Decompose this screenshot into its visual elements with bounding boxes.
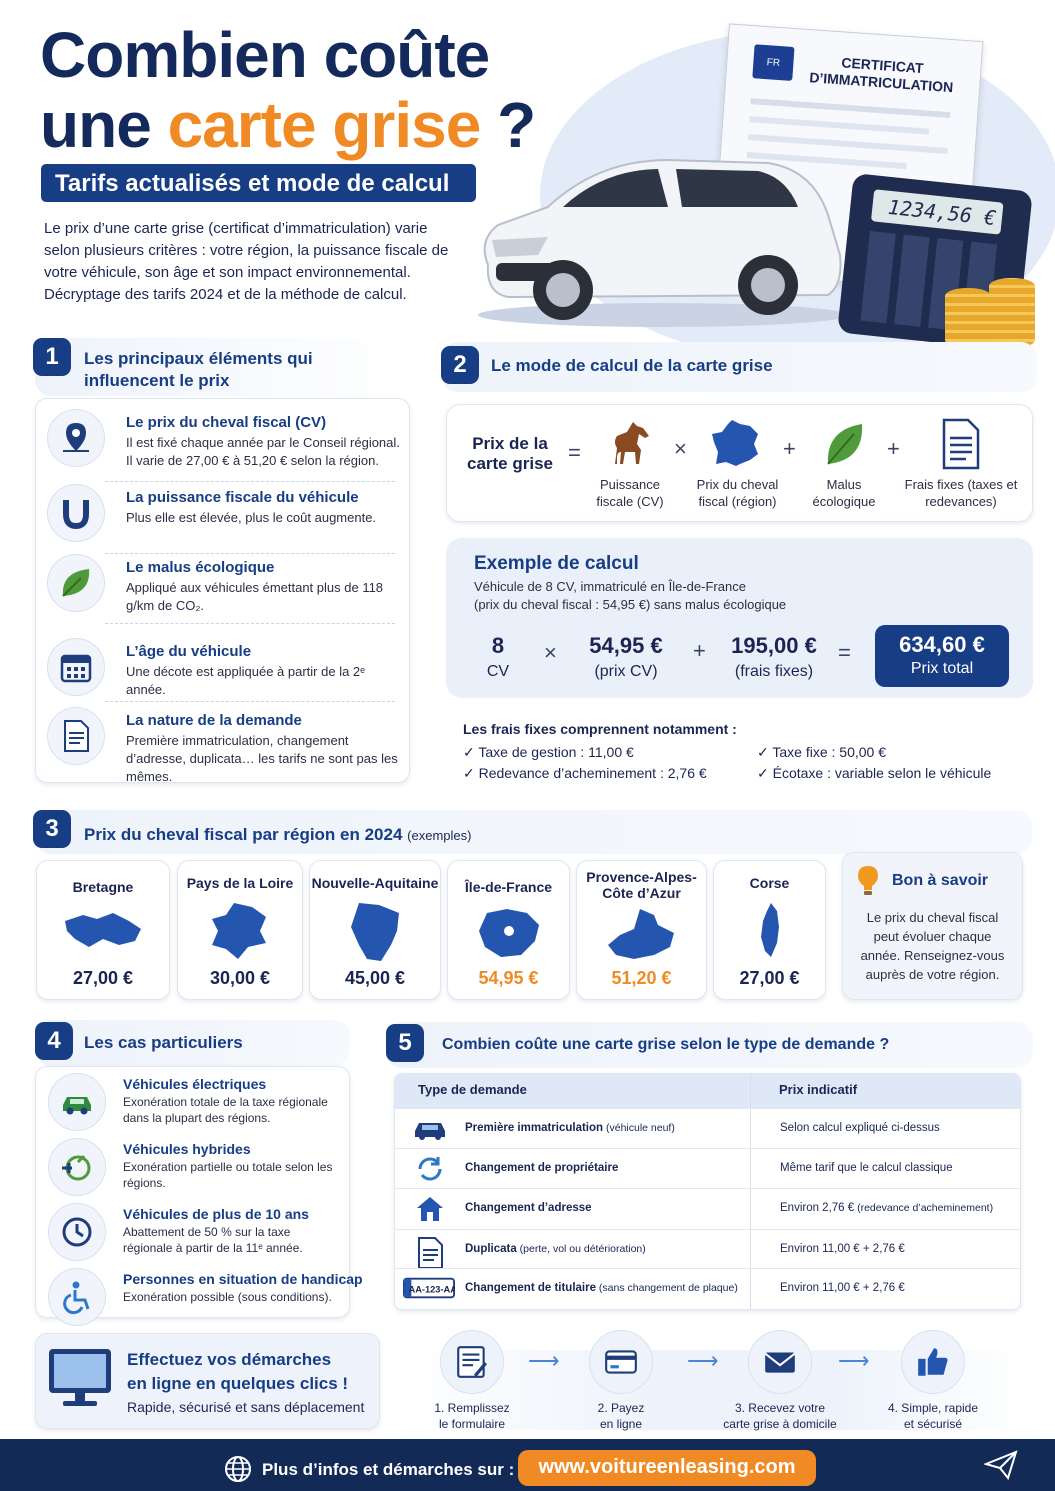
fee-item: ✓ Écotaxe : variable selon le véhicule (757, 765, 992, 781)
plus-sign-2: + (887, 436, 900, 461)
clock-icon (48, 1203, 106, 1261)
example-fixed-fees: 195,00 € (frais fixes) (731, 633, 817, 680)
step-label (848, 1400, 1018, 1432)
request-price (780, 1243, 905, 1255)
divider (105, 623, 395, 624)
horseshoe-icon (47, 484, 105, 542)
document-icon (413, 1236, 447, 1264)
calculator-display: 1234,56 € (871, 189, 1004, 234)
special-case-title: Personnes en situation de handicap (123, 1271, 363, 1287)
example-total: 634,60 € Prix total (875, 625, 1009, 687)
region-card-corse: Corse 27,00 € (713, 860, 826, 1000)
section3-title: Prix du cheval fiscal par région en 2024 (exemples) (84, 825, 472, 844)
hybrid-plug-icon (48, 1138, 106, 1196)
request-type (465, 1243, 646, 1255)
paper-plane-icon (984, 1450, 1018, 1480)
car-icon (413, 1115, 447, 1143)
step-label-line2: carte grise à domicile (723, 1417, 837, 1431)
example-cv-price: 54,95 € (prix CV) (589, 633, 663, 680)
example-plus: + (693, 638, 706, 663)
request-price (780, 1202, 993, 1214)
table-row (395, 1188, 1020, 1228)
example-desc-1: Véhicule de 8 CV, immatriculé en Île-de-France (474, 579, 746, 594)
criteria-title: Le malus écologique (126, 559, 275, 576)
subtitle-banner: Tarifs actualisés et mode de calcul (41, 164, 476, 202)
arrow-right-icon: ⟶ (528, 1348, 560, 1373)
region-card-nouvelle-aquitaine: Nouvelle-Aquitaine 45,00 € (309, 860, 441, 1000)
bretagne-map-icon (63, 909, 143, 951)
nouvelle-aquitaine-map-icon (347, 901, 403, 965)
credit-card-icon (589, 1330, 653, 1394)
criteria-title: L’âge du véhicule (126, 643, 252, 660)
criteria-title: La nature de la demande (126, 712, 302, 729)
factor-label-2: Prix du cheval fiscal (région) (696, 477, 779, 509)
request-price (780, 1162, 953, 1174)
formula-label: Prix de la carte grise (467, 434, 553, 473)
refresh-icon (413, 1155, 447, 1183)
document-icon (47, 707, 105, 765)
request-type (465, 1162, 618, 1174)
step-label-line1: 4. Simple, rapide (887, 1401, 979, 1415)
fees-title: Les frais fixes comprennent notamment : (463, 721, 737, 737)
region-price: 51,20 € (611, 968, 672, 988)
criteria-text: Appliqué aux véhicules émettant plus de 118 g/km de CO₂. (126, 580, 384, 613)
special-case-title: Véhicules de plus de 10 ans (123, 1206, 309, 1222)
table-row (395, 1148, 1020, 1188)
fee-item: ✓ Taxe fixe : 50,00 € (757, 744, 887, 760)
equals-sign: = (568, 440, 581, 465)
electric-car-icon (48, 1073, 106, 1131)
document-icon (940, 418, 982, 470)
page-title: Combien coûte une carte grise ? (40, 19, 536, 161)
section4-title: Les cas particuliers (84, 1033, 243, 1052)
request-type (465, 1122, 675, 1134)
criteria-text: Il est fixé chaque année par le Conseil régional. Il varie de 27,00 € à 51,20 € selon la région. (126, 435, 400, 468)
step-label-line1: 2. Payez (597, 1401, 645, 1415)
step-label (695, 1400, 865, 1432)
step-label-line2: et sécurisé (903, 1417, 963, 1431)
section5-number: 5 (386, 1024, 424, 1062)
factor-label-4: Frais fixes (taxes et redevances) (904, 477, 1018, 509)
online-title: Effectuez vos démarches en ligne en quelques clics ! (127, 1350, 349, 1393)
criteria-text: Plus elle est élevée, plus le coût augmente. (126, 510, 377, 525)
svg-text:AA-123-AA: AA-123-AA (408, 1284, 455, 1295)
factor-label-3: Malus écologique (812, 477, 876, 509)
request-price-value: Même tarif que le calcul classique (780, 1162, 953, 1174)
section5-title: Combien coûte une carte grise selon le type de demande ? (442, 1036, 890, 1053)
request-type-label: Première immatriculation (465, 1122, 604, 1134)
table-row (395, 1268, 1020, 1308)
house-icon (413, 1195, 447, 1223)
region-card-pays-de-la-loire: Pays de la Loire 30,00 € (177, 860, 303, 1000)
license-plate-icon (403, 1275, 455, 1303)
corse-map-icon (757, 901, 783, 959)
step-label-line1: 1. Remplissez (434, 1401, 510, 1415)
region-price: 27,00 € (72, 968, 134, 988)
divider (105, 553, 395, 554)
region-card-bretagne: Bretagne 27,00 € (36, 860, 170, 1000)
example-desc-2: (prix du cheval fiscal : 54,95 €) sans malus écologique (474, 597, 787, 612)
special-case-title: Véhicules hybrides (123, 1141, 251, 1157)
request-type-label: Changement d’adresse (465, 1202, 592, 1214)
calendar-icon (47, 638, 105, 696)
request-price-value: Environ 11,00 € + 2,76 € (780, 1243, 905, 1255)
divider (105, 481, 395, 482)
region-price: 30,00 € (209, 968, 271, 988)
form-icon (440, 1330, 504, 1394)
pays-de-la-loire-map-icon (208, 901, 272, 961)
intro-text: Le prix d’une carte grise (certificat d’immatriculation) varie selon plusieurs critères : votre région, la puissance fiscale de votre véhicule, son âge et son impact environnemental. Décryptage des tarifs 2024 et de la méthode de calcul. (44, 220, 449, 303)
criteria-text: Première immatriculation, changement d’adresse, duplicata… les tarifs ne sont pas les mêmes. (126, 733, 398, 784)
request-price (780, 1282, 905, 1294)
request-price (780, 1122, 940, 1134)
criteria-title: La puissance fiscale du véhicule (126, 489, 359, 506)
step-label-line2: en ligne (599, 1417, 643, 1431)
request-type (465, 1282, 738, 1294)
special-case-text: Abattement de 50 % sur la taxe régionale à partir de la 11ᵉ année. (123, 1225, 303, 1255)
fee-item: ✓ Taxe de gestion : 11,00 € (463, 744, 634, 760)
section4-number: 4 (35, 1022, 73, 1060)
example-cv: 8 CV (486, 633, 510, 680)
tip-text: Le prix du cheval fiscal peut évoluer chaque année. Renseignez-vous auprès de votre région. (860, 910, 1005, 982)
section3-number: 3 (33, 810, 71, 848)
section1-number: 1 (33, 338, 71, 376)
request-price-note: (redevance d’acheminement) (854, 1202, 994, 1214)
request-type-label: Duplicata (465, 1243, 517, 1255)
request-type (465, 1202, 592, 1214)
divider (105, 701, 395, 702)
special-case-text: Exonération partielle ou totale selon les régions. (123, 1160, 333, 1190)
envelope-icon (748, 1330, 812, 1394)
section2-title: Le mode de calcul de la carte grise (491, 356, 773, 375)
criteria-title: Le prix du cheval fiscal (CV) (126, 414, 327, 431)
arrow-right-icon: ⟶ (838, 1348, 870, 1373)
plus-sign-1: + (783, 436, 796, 461)
table-row (395, 1229, 1020, 1269)
computer-icon (47, 1347, 113, 1409)
example-title: Exemple de calcul (474, 553, 639, 574)
step-label (536, 1400, 706, 1432)
request-type-label: Changement de propriétaire (465, 1162, 619, 1174)
tip-title: Bon à savoir (892, 872, 989, 889)
section2-number: 2 (441, 346, 479, 384)
request-type-note: (véhicule neuf) (603, 1122, 675, 1134)
times-sign: × (674, 436, 687, 461)
online-subtitle: Rapide, sécurisé et sans déplacement (127, 1399, 365, 1415)
leaf-icon (822, 420, 866, 468)
wheelchair-icon (48, 1268, 106, 1326)
coins-illustration (945, 278, 1045, 348)
region-card-paca: Provence-Alpes-Côte d’Azur 51,20 € (576, 860, 707, 1000)
certificate-title: CERTIFICAT D’IMMATRICULATION (808, 54, 954, 96)
request-price-value: Selon calcul expliqué ci-dessus (780, 1122, 940, 1134)
lightbulb-icon (856, 864, 880, 896)
section1-title: Les principaux éléments qui influencent le prix (84, 349, 313, 390)
factor-label-1: Puissance fiscale (CV) (596, 477, 664, 509)
request-price-value: Environ 2,76 € (780, 1202, 855, 1214)
special-case-text: Exonération possible (sous conditions). (123, 1290, 332, 1304)
footer-url-link[interactable]: www.voitureenleasing.com (518, 1450, 816, 1486)
special-case-title: Véhicules électriques (123, 1076, 267, 1092)
paca-map-icon (606, 907, 678, 963)
region-price: 45,00 € (344, 968, 406, 988)
footer-text: Plus d’infos et démarches sur : (262, 1460, 515, 1479)
car-illustration (468, 145, 853, 330)
arrow-right-icon: ⟶ (687, 1348, 719, 1373)
table-header-price: Prix indicatif (779, 1082, 858, 1097)
horse-icon (603, 418, 653, 468)
request-type-note: (sans changement de plaque) (596, 1282, 738, 1294)
region-card-ile-de-france: Île-de-France 54,95 € (447, 860, 570, 1000)
thumbs-up-icon (901, 1330, 965, 1394)
fee-item: ✓ Redevance d’acheminement : 2,76 € (463, 765, 707, 781)
step-label (387, 1400, 557, 1432)
criteria-text: Une décote est appliquée à partir de la 2ᵉ année. (126, 664, 365, 697)
globe-icon (224, 1455, 252, 1483)
special-case-text: Exonération totale de la taxe régionale dans la plupart des régions. (123, 1095, 328, 1125)
region-price: 27,00 € (739, 968, 800, 988)
eu-flag: FR (752, 44, 794, 81)
table-row (395, 1108, 1020, 1148)
example-times: × (544, 640, 557, 665)
table-header-type: Type de demande (418, 1082, 527, 1097)
request-type-label: Changement de titulaire (465, 1282, 596, 1294)
region-price: 54,95 € (478, 968, 539, 988)
request-type-note: (perte, vol ou détérioration) (516, 1243, 646, 1255)
map-pin-icon (47, 409, 105, 467)
france-map-icon (710, 418, 762, 468)
step-label-line1: 3. Recevez votre (734, 1401, 826, 1415)
example-equals: = (838, 640, 851, 665)
step-label-line2: le formulaire (438, 1417, 506, 1431)
request-price-value: Environ 11,00 € + 2,76 € (780, 1282, 905, 1294)
leaf-icon (47, 554, 105, 612)
ile-de-france-map-icon (477, 907, 541, 959)
